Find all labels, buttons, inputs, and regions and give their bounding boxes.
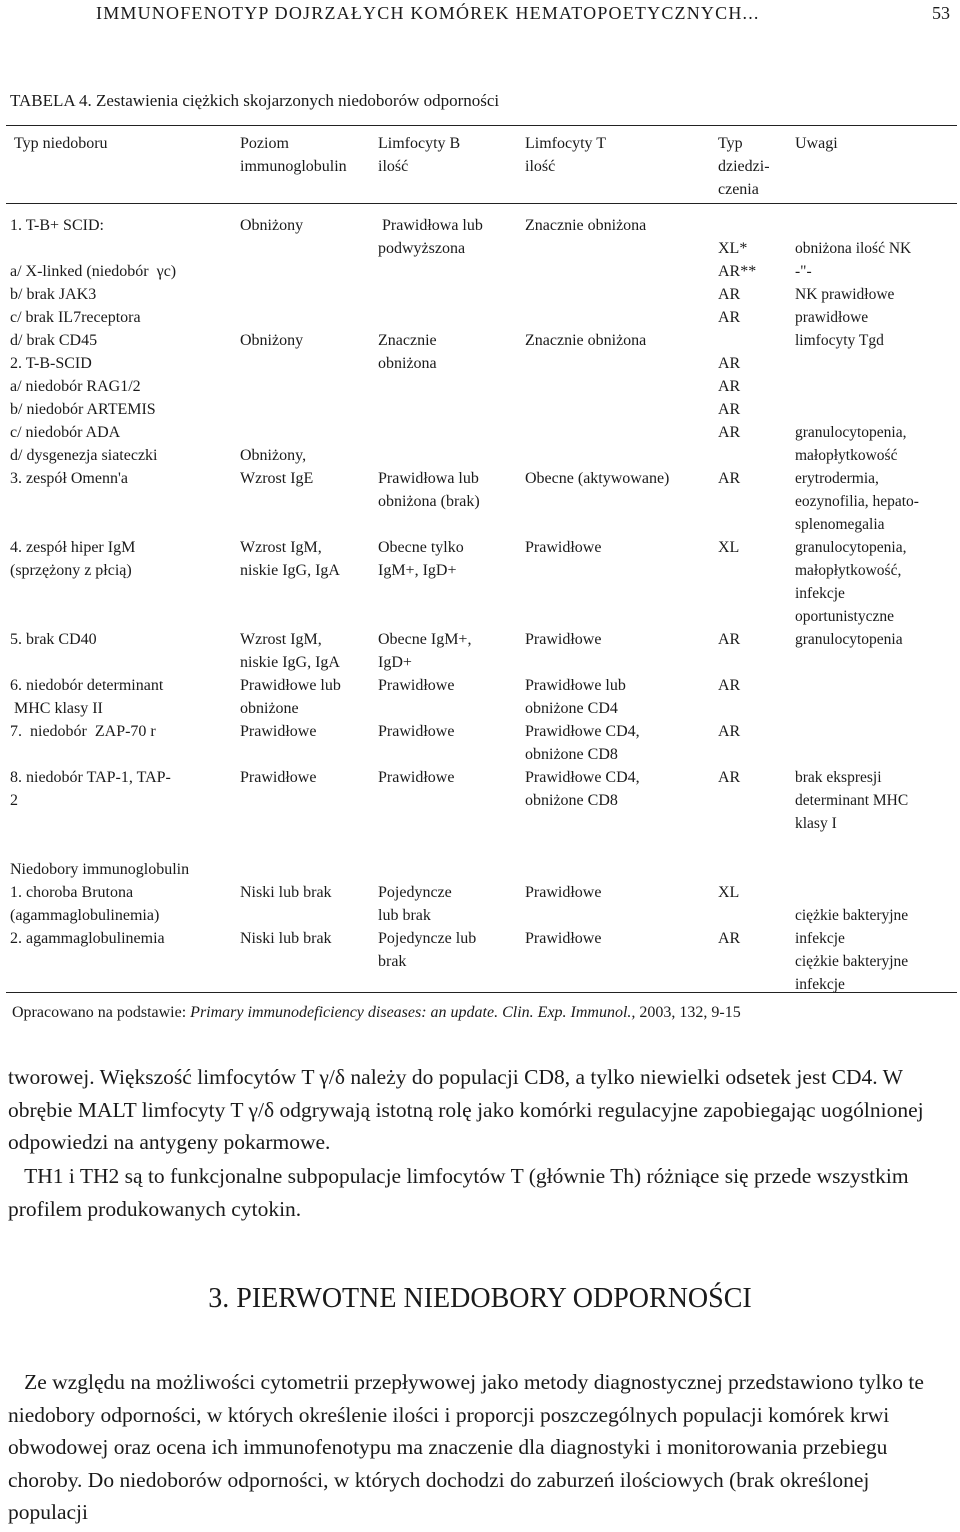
column-typ-niedoboru: 1. T-B+ SCID: a/ X-linked (niedobór γc) b/ brak JAK3 c/ brak IL7receptora d/ brak CD45 2. T-B-SCID a/ niedobór RAG1/2 b/ niedobór ARTEMIS c/ niedobór ADA d/ dysgenezja siateczki 3. zespół Omenn'a 4. zespół hiper IgM (sprzężony z płcią) 5. brak CD40 6. niedobór determinant MHC klasy II 7. niedobór ZAP-70 r 8. niedobór TAP-1, TAP- 2 Niedobory immunoglobulin 1. choroba Brutona (agammaglobulinemia) 2. agammaglobulinemia: [10, 217, 190, 947]
running-header-title: IMMUNOFENOTYP DOJRZAŁYCH KOMÓREK HEMATOPOETYCZNYCH...: [96, 3, 760, 23]
column-limfocyty-t: Znacznie obniżona Znacznie obniżona Obecne (aktywowane) Prawidłowe Prawidłowe Prawidłowe lub obniżone CD4 Prawidłowe CD4, obniżone CD8 Prawidłowe CD4, obniżone CD8 Prawidłowe Prawidłowe: [525, 217, 670, 947]
header-typ-dziedziczenia: Typ dziedzi- czenia: [718, 135, 770, 198]
header-typ-niedoboru: Typ niedoboru: [14, 135, 108, 152]
column-uwagi: obniżona ilość NK -"- NK prawidłowe prawidłowe limfocyty Tgd granulocytopenia, małopłytkowość erytrodermia, eozynofilia, hepato- splenomegalia granulocytopenia, małopłytkowość, infekcje oportunistyczne granulocytopenia brak ekspresji determinant MHC klasy I ciężkie bakteryjne infekcje ciężkie bakteryjne infekcje: [795, 240, 919, 993]
paragraph-gamma-delta: tworowej. Większość limfocytów T γ/δ należy do populacji CD8, a tylko niewielki odsetek jest CD4. W obrębie MALT limfocyty T γ/δ odgrywają istotną rolę jako komórki regulacyjne zapobiegając uogólnionej odpowiedzi na antygeny pokarmowe.: [8, 1065, 924, 1154]
header-limfocyty-t: Limfocyty T ilość: [525, 135, 607, 175]
paragraph-cytometry: Ze względu na możliwości cytometrii przepływowej jako metody diagnostycznej przedstawiono tylko te niedobory odporności, w których określenie ilości i proporcji poszczególnych populacji komórek krwi obwodowej oraz ocena ich immunofenotypu ma znaczenie dla diagnostyki i monitorowania przebiegu choroby. Do niedoborów odporności, w których dochodzi do zaburzeń ilościowych (brak określonej populacji: [8, 1370, 930, 1524]
table-caption: TABELA 4. Zestawienia ciężkich skojarzonych niedoborów odporności: [10, 91, 500, 110]
header-uwagi: Uwagi: [795, 135, 838, 152]
source-note-prefix: Opracowano na podstawie:: [12, 1004, 191, 1021]
paragraph-th1-th2: TH1 i TH2 są to funkcjonalne subpopulacje limfocytów T (głównie Th) różniące się przede wszystkim profilem produkowanych cytokin.: [8, 1164, 914, 1221]
column-typ-dziedziczenia: XL* AR** AR AR AR AR AR AR AR XL AR AR AR AR XL AR: [718, 240, 757, 947]
column-poziom-immunoglobulin: Obniżony Obniżony Obniżony, Wzrost IgE Wzrost IgM, niskie IgG, IgA Wzrost IgM, niskie IgG, IgA Prawidłowe lub obniżone Prawidłowe Prawidłowe Niski lub brak Niski lub brak: [240, 217, 341, 947]
column-limfocyty-b: Prawidłowa lub podwyższona Znacznie obniżona Prawidłowa lub obniżona (brak) Obecne tylko IgM+, IgD+ Obecne IgM+, IgD+ Prawidłowe Prawidłowe Prawidłowe Pojedyncze lub brak Pojedyncze lub brak: [378, 217, 483, 970]
section-heading: 3. PIERWOTNE NIEDOBORY ODPORNOŚCI: [208, 1283, 752, 1314]
table-header-rule: [6, 203, 957, 204]
source-note-suffix: 2003, 132, 9-15: [635, 1004, 741, 1021]
page-number: 53: [932, 3, 950, 23]
source-note-citation: Primary immunodeficiency diseases: an update. Clin. Exp. Immunol.,: [190, 1004, 636, 1021]
table-bottom-rule: [6, 992, 957, 993]
table-source-note: [12, 1001, 952, 1024]
table-top-rule: [6, 125, 957, 126]
header-poziom-immunoglobulin: Poziom immunoglobulin: [240, 135, 347, 175]
header-limfocyty-b: Limfocyty B ilość: [378, 135, 461, 175]
